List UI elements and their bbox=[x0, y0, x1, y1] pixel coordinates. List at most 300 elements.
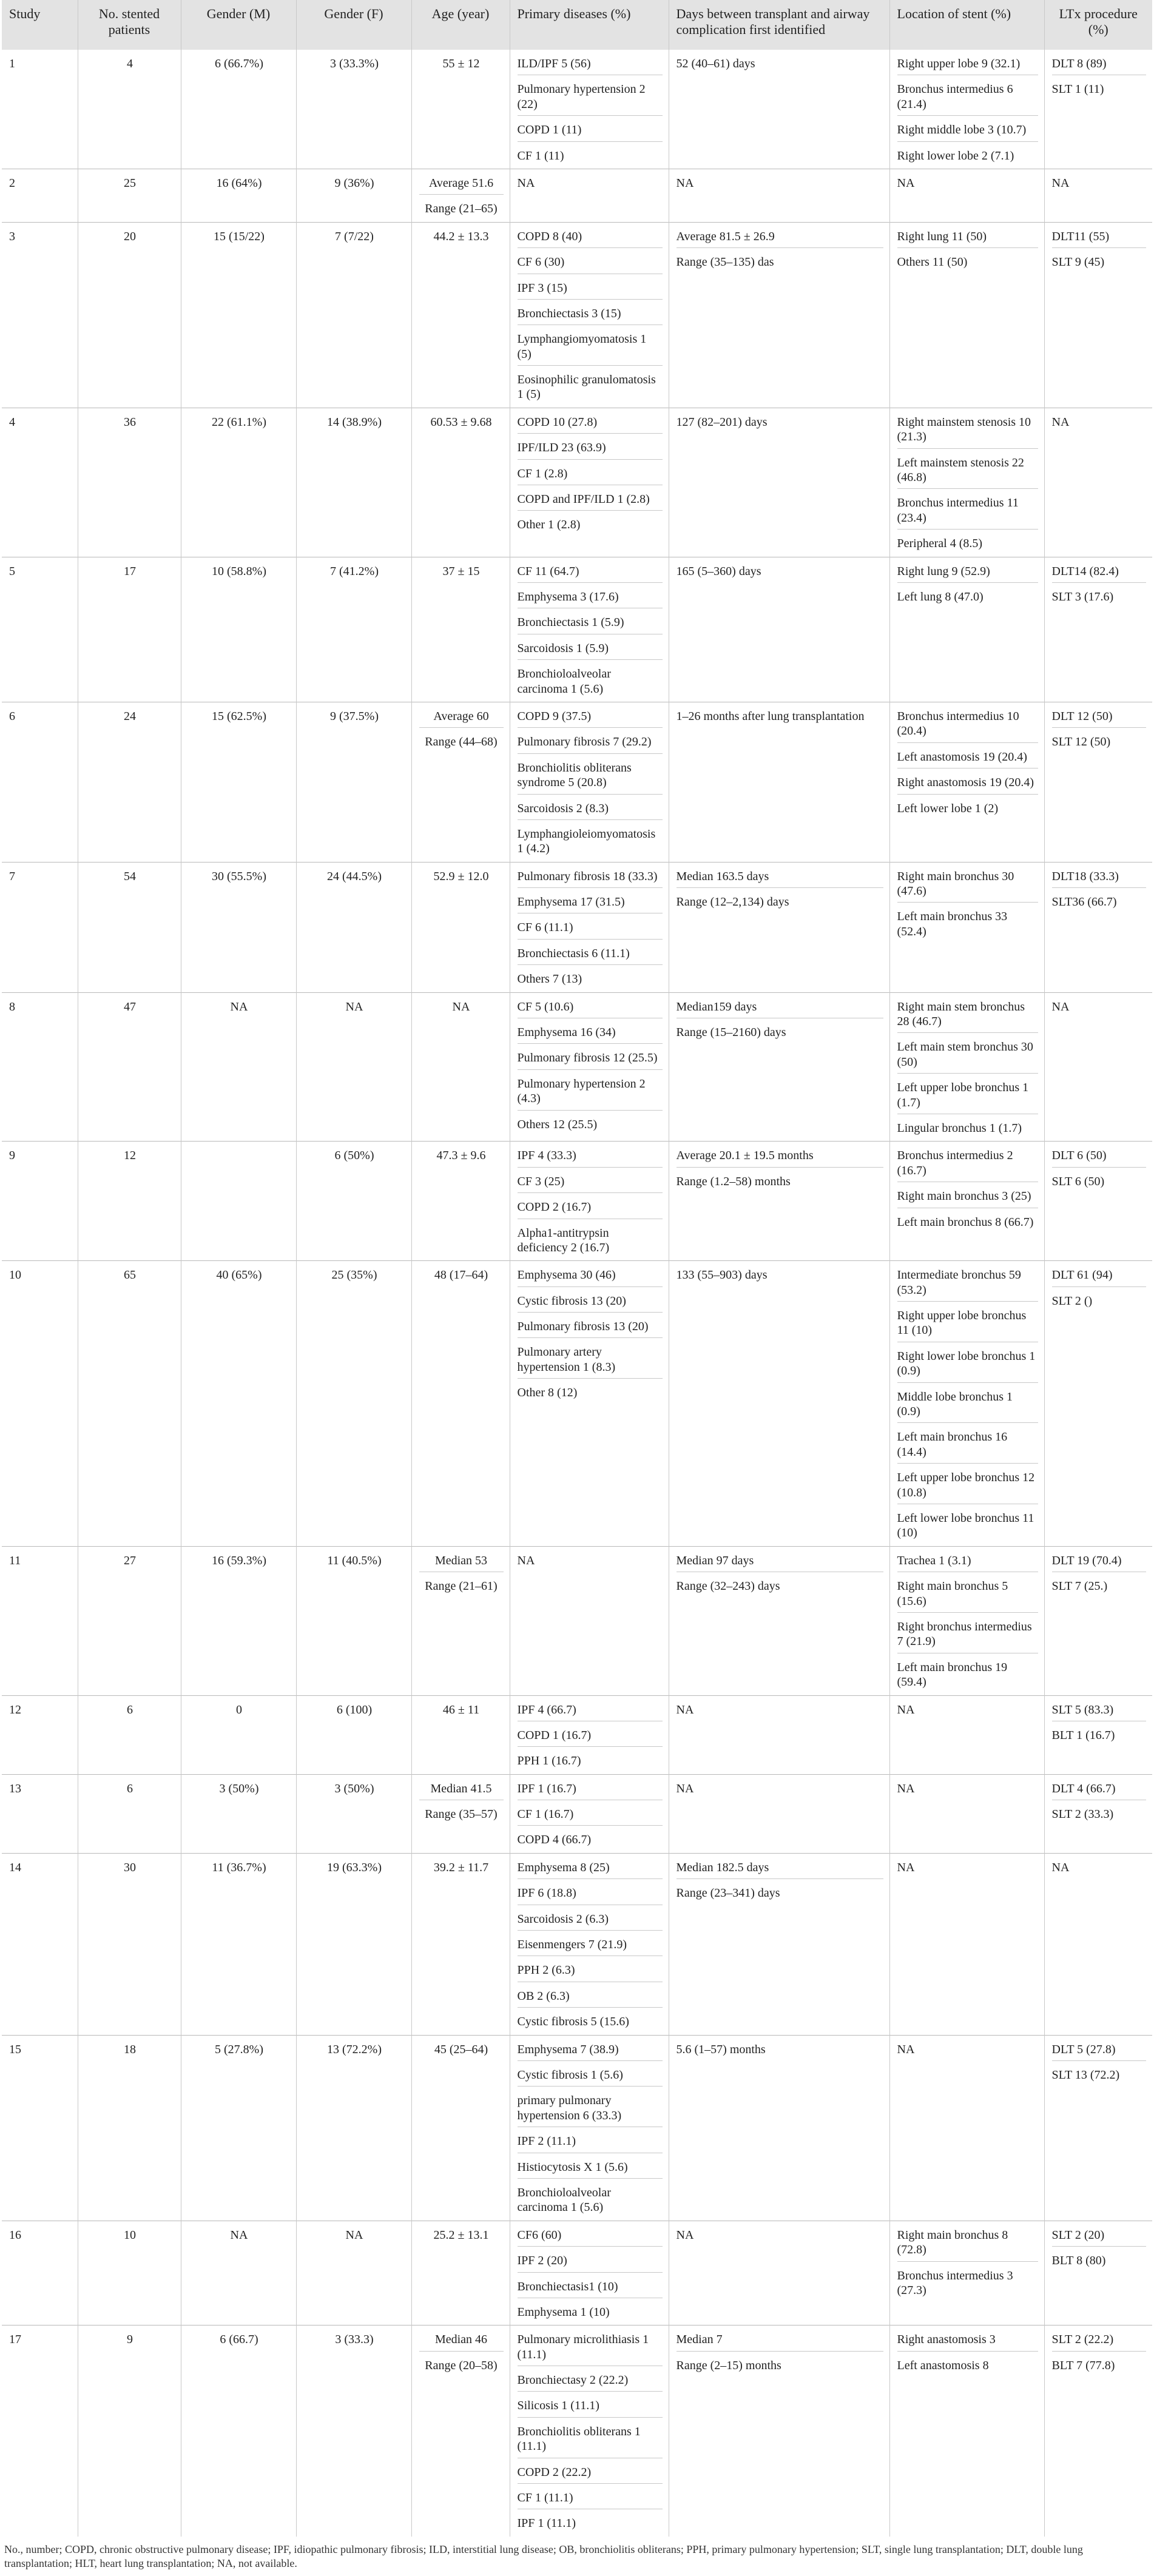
disease-entry: Pulmonary hypertension 2 (4.3) bbox=[518, 1077, 663, 1111]
days-entry: Range (32–243) days bbox=[676, 1579, 780, 1593]
ltx-entry: SLT 2 () bbox=[1051, 1294, 1093, 1308]
disease-entry: Sarcoidosis 2 (8.3) bbox=[518, 801, 663, 820]
cell-gender-male: 15 (15/22) bbox=[181, 222, 296, 408]
ltx-entry: SLT 2 (22.2) bbox=[1052, 2332, 1147, 2351]
cell-ltx-procedure bbox=[1044, 1774, 1152, 1853]
disease-entry: Bronchiolitis obliterans 1 (11.1) bbox=[518, 2424, 663, 2458]
cell-age-list bbox=[419, 709, 504, 750]
location-entry: Left main bronchus 8 (66.7) bbox=[897, 1215, 1034, 1229]
disease-entry: Sarcoidosis 1 (5.9) bbox=[518, 641, 663, 660]
disease-entry: IPF 4 (66.7) bbox=[518, 1703, 663, 1721]
cell-primary-diseases-list bbox=[518, 1781, 663, 1848]
disease-entry: Sarcoidosis 2 (6.3) bbox=[518, 1912, 663, 1931]
location-entry: Left main bronchus 33 (52.4) bbox=[897, 910, 1008, 938]
disease-entry: Other 8 (12) bbox=[517, 1386, 578, 1400]
cell-age bbox=[411, 50, 510, 169]
cell-stent-location bbox=[889, 2035, 1044, 2221]
cell-age-list bbox=[419, 176, 504, 217]
cell-stent-location-list bbox=[897, 869, 1038, 940]
cell-ltx-procedure-list bbox=[1052, 229, 1147, 270]
cell-gender-male: 22 (61.1%) bbox=[181, 408, 296, 557]
disease-entry: CF 3 (25) bbox=[518, 1174, 663, 1193]
location-entry: Left anastomosis 8 bbox=[897, 2358, 989, 2372]
location-entry: NA bbox=[897, 2042, 915, 2056]
ltx-entry: SLT 13 (72.2) bbox=[1051, 2068, 1120, 2082]
location-entry: NA bbox=[897, 176, 915, 190]
cell-ltx-procedure-list bbox=[1052, 2042, 1147, 2083]
cell-primary-diseases bbox=[510, 50, 669, 169]
days-entry: Median 7 bbox=[677, 2332, 883, 2351]
age-entry: Median 41.5 bbox=[419, 1781, 504, 1800]
cell-stented-patients: 18 bbox=[78, 2035, 181, 2221]
location-entry: Left upper lobe bronchus 12 (10.8) bbox=[897, 1470, 1038, 1504]
ltx-entry: SLT 3 (17.6) bbox=[1051, 590, 1114, 604]
cell-days-to-complication bbox=[669, 169, 889, 222]
table-row bbox=[2, 1853, 1152, 2035]
cell-days-to-complication bbox=[669, 1853, 889, 2035]
days-entry: 5.6 (1–57) months bbox=[676, 2042, 766, 2056]
location-entry: Left main bronchus 19 (59.4) bbox=[897, 1660, 1008, 1689]
cell-age-list bbox=[419, 2042, 504, 2057]
cell-study: 11 bbox=[2, 1546, 78, 1695]
cell-days-to-complication-list bbox=[677, 869, 883, 910]
disease-entry: Emphysema 1 (10) bbox=[517, 2305, 610, 2319]
cell-days-to-complication-list bbox=[677, 1148, 883, 1189]
cell-ltx-procedure-list bbox=[1052, 415, 1147, 429]
cell-primary-diseases bbox=[510, 2221, 669, 2325]
table-body bbox=[2, 50, 1152, 2537]
cell-gender-female: 11 (40.5%) bbox=[296, 1546, 411, 1695]
cell-gender-male: 10 (58.8%) bbox=[181, 557, 296, 702]
cell-stented-patients: 65 bbox=[78, 1261, 181, 1546]
age-entry: Range (20–58) bbox=[425, 2358, 498, 2372]
age-entry: 55 ± 12 bbox=[442, 57, 480, 70]
age-entry: Average 51.6 bbox=[419, 176, 504, 195]
cell-stent-location bbox=[889, 1142, 1044, 1261]
cell-stent-location-list bbox=[897, 1703, 1038, 1717]
cell-ltx-procedure bbox=[1044, 2035, 1152, 2221]
cell-gender-female: 14 (38.9%) bbox=[296, 408, 411, 557]
location-entry: Left upper lobe bronchus 1 (1.7) bbox=[897, 1080, 1038, 1114]
cell-days-to-complication-list bbox=[677, 1703, 883, 1717]
cell-gender-female: 3 (50%) bbox=[296, 1774, 411, 1853]
cell-ltx-procedure-list bbox=[1052, 2332, 1147, 2373]
location-entry: Bronchus intermedius 3 (27.3) bbox=[897, 2268, 1013, 2297]
cell-stent-location bbox=[889, 222, 1044, 408]
cell-days-to-complication-list bbox=[677, 2228, 883, 2242]
cell-gender-female: 6 (100) bbox=[296, 1695, 411, 1774]
cell-ltx-procedure-list bbox=[1052, 1000, 1147, 1014]
header-stented-patients: No. stented patients bbox=[78, 0, 181, 50]
ltx-entry: BLT 8 (80) bbox=[1051, 2254, 1106, 2268]
location-entry: Right main bronchus 30 (47.6) bbox=[897, 869, 1038, 903]
cell-stent-location-list bbox=[897, 229, 1038, 270]
disease-entry: COPD 8 (40) bbox=[518, 229, 663, 248]
ltx-entry: BLT 7 (77.8) bbox=[1051, 2358, 1115, 2372]
cell-study: 1 bbox=[9, 57, 15, 70]
ltx-entry: NA bbox=[1051, 1000, 1070, 1014]
cell-gender-male bbox=[181, 1142, 296, 1261]
disease-entry: IPF 2 (11.1) bbox=[518, 2134, 663, 2153]
cell-age bbox=[411, 1261, 510, 1546]
cell-stent-location-list bbox=[897, 1268, 1038, 1540]
cell-primary-diseases bbox=[510, 992, 669, 1142]
cell-age-list bbox=[419, 1703, 504, 1717]
cell-days-to-complication-list bbox=[677, 415, 883, 429]
cell-stent-location bbox=[889, 1261, 1044, 1546]
cell-days-to-complication-list bbox=[677, 709, 883, 724]
cell-age bbox=[411, 169, 510, 222]
cell-ltx-procedure bbox=[1044, 408, 1152, 557]
table-row bbox=[2, 169, 1152, 222]
cell-stented-patients: 10 bbox=[78, 2221, 181, 2325]
cell-primary-diseases-list bbox=[518, 709, 663, 856]
days-entry: 127 (82–201) days bbox=[676, 415, 768, 429]
cell-stent-location-list bbox=[897, 2332, 1038, 2373]
days-entry: Average 20.1 ± 19.5 months bbox=[677, 1148, 883, 1167]
days-entry: Range (15–2160) days bbox=[676, 1026, 786, 1040]
cell-ltx-procedure-list bbox=[1052, 176, 1147, 190]
age-entry: NA bbox=[452, 1000, 470, 1014]
cell-ltx-procedure bbox=[1044, 702, 1152, 862]
location-entry: Intermediate bronchus 59 (53.2) bbox=[897, 1268, 1038, 1302]
disease-entry: Bronchioloalveolar carcinoma 1 (5.6) bbox=[517, 667, 611, 696]
age-entry: Average 60 bbox=[419, 709, 504, 728]
stent-studies-table bbox=[2, 0, 1152, 2537]
age-entry: 44.2 ± 13.3 bbox=[433, 229, 489, 243]
cell-stented-patients: 47 bbox=[78, 992, 181, 1142]
cell-primary-diseases bbox=[510, 1695, 669, 1774]
ltx-entry: DLT 8 (89) bbox=[1052, 56, 1147, 75]
cell-gender-female: NA bbox=[296, 2221, 411, 2325]
cell-stent-location-list bbox=[897, 415, 1038, 551]
location-entry: Others 11 (50) bbox=[897, 255, 968, 269]
cell-gender-male: NA bbox=[181, 992, 296, 1142]
cell-gender-male: 6 (66.7) bbox=[181, 2325, 296, 2537]
cell-ltx-procedure bbox=[1044, 50, 1152, 169]
header-row bbox=[2, 0, 1152, 50]
disease-entry: Pulmonary fibrosis 7 (29.2) bbox=[518, 735, 663, 753]
disease-entry: COPD 2 (22.2) bbox=[518, 2465, 663, 2484]
disease-entry: Bronchiectasis 6 (11.1) bbox=[518, 946, 663, 965]
cell-stent-location-list bbox=[897, 176, 1038, 190]
disease-entry: Pulmonary microlithiasis 1 (11.1) bbox=[518, 2332, 663, 2366]
cell-stented-patients: 36 bbox=[78, 408, 181, 557]
days-entry: Median159 days bbox=[677, 1000, 883, 1018]
cell-age bbox=[411, 557, 510, 702]
cell-ltx-procedure-list bbox=[1052, 709, 1147, 750]
disease-entry: Cystic fibrosis 1 (5.6) bbox=[518, 2068, 663, 2087]
cell-stent-location bbox=[889, 408, 1044, 557]
cell-ltx-procedure bbox=[1044, 1142, 1152, 1261]
age-entry: Median 53 bbox=[419, 1553, 504, 1572]
cell-ltx-procedure-list bbox=[1052, 1860, 1147, 1875]
cell-gender-female: 25 (35%) bbox=[296, 1261, 411, 1546]
cell-gender-male: 11 (36.7%) bbox=[181, 1853, 296, 2035]
disease-entry: CF 1 (16.7) bbox=[518, 1807, 663, 1826]
cell-age-list bbox=[419, 564, 504, 579]
cell-study: 6 bbox=[2, 702, 78, 862]
cell-stented-patients: 54 bbox=[78, 862, 181, 992]
location-entry: Peripheral 4 (8.5) bbox=[897, 537, 983, 551]
location-entry: Right main bronchus 5 (15.6) bbox=[897, 1579, 1038, 1613]
cell-age-list bbox=[419, 56, 504, 71]
cell-age bbox=[411, 702, 510, 862]
location-entry: Middle lobe bronchus 1 (0.9) bbox=[897, 1390, 1038, 1424]
disease-entry: ILD/IPF 5 (56) bbox=[518, 56, 663, 75]
cell-stent-location-list bbox=[897, 2042, 1038, 2057]
cell-age-list bbox=[419, 2332, 504, 2373]
ltx-entry: DLT 12 (50) bbox=[1052, 709, 1147, 728]
location-entry: Right upper lobe bronchus 11 (10) bbox=[897, 1308, 1038, 1342]
cell-primary-diseases-list bbox=[518, 2042, 663, 2215]
disease-entry: CF 6 (11.1) bbox=[518, 920, 663, 939]
cell-primary-diseases bbox=[510, 169, 669, 222]
cell-gender-female: 6 (50%) bbox=[296, 1142, 411, 1261]
cell-age bbox=[411, 2325, 510, 2537]
age-entry: 45 (25–64) bbox=[434, 2042, 488, 2056]
cell-stent-location-list bbox=[897, 564, 1038, 605]
cell-age bbox=[411, 992, 510, 1142]
cell-study: 14 bbox=[2, 1853, 78, 2035]
cell-stent-location bbox=[889, 557, 1044, 702]
days-entry: NA bbox=[676, 176, 694, 190]
cell-ltx-procedure bbox=[1044, 1853, 1152, 2035]
cell-stented-patients: 9 bbox=[78, 2325, 181, 2537]
cell-stent-location-list bbox=[897, 1860, 1038, 1875]
cell-stent-location bbox=[889, 1774, 1044, 1853]
age-entry: 37 ± 15 bbox=[442, 564, 480, 578]
cell-primary-diseases-list bbox=[518, 1268, 663, 1400]
disease-entry: COPD 4 (66.7) bbox=[517, 1833, 592, 1847]
cell-gender-male: NA bbox=[181, 2221, 296, 2325]
cell-days-to-complication bbox=[669, 992, 889, 1142]
cell-study: 16 bbox=[2, 2221, 78, 2325]
disease-entry: COPD 9 (37.5) bbox=[518, 709, 663, 728]
ltx-entry: SLT 7 (25.) bbox=[1051, 1579, 1108, 1593]
cell-primary-diseases-list bbox=[518, 56, 663, 163]
cell-primary-diseases bbox=[510, 2035, 669, 2221]
age-entry: 47.3 ± 9.6 bbox=[436, 1149, 486, 1163]
cell-study: 3 bbox=[2, 222, 78, 408]
table-row bbox=[2, 2325, 1152, 2537]
table-row bbox=[2, 557, 1152, 702]
cell-primary-diseases bbox=[510, 1142, 669, 1261]
disease-entry: Pulmonary hypertension 2 (22) bbox=[518, 82, 663, 116]
cell-stent-location-list bbox=[897, 1000, 1038, 1136]
disease-entry: PPH 2 (6.3) bbox=[518, 1963, 663, 1982]
cell-days-to-complication-list bbox=[677, 56, 883, 71]
disease-entry: Bronchiectasis1 (10) bbox=[518, 2279, 663, 2298]
cell-age-list bbox=[419, 1148, 504, 1163]
ltx-entry: SLT36 (66.7) bbox=[1051, 895, 1117, 909]
table-row bbox=[2, 702, 1152, 862]
days-entry: Range (2–15) months bbox=[676, 2358, 781, 2372]
ltx-entry: SLT 6 (50) bbox=[1051, 1174, 1105, 1188]
cell-stent-location-list bbox=[897, 709, 1038, 816]
location-entry: Right middle lobe 3 (10.7) bbox=[897, 123, 1038, 141]
cell-ltx-procedure-list bbox=[1052, 1268, 1147, 1308]
days-entry: 52 (40–61) days bbox=[676, 57, 755, 70]
cell-days-to-complication bbox=[669, 702, 889, 862]
cell-stented-patients: 30 bbox=[78, 1853, 181, 2035]
location-entry: Left mainstem stenosis 22 (46.8) bbox=[897, 456, 1038, 489]
cell-age bbox=[411, 2035, 510, 2221]
cell-days-to-complication-list bbox=[677, 1860, 883, 1901]
disease-entry: Cystic fibrosis 13 (20) bbox=[518, 1294, 663, 1313]
cell-age-list bbox=[419, 415, 504, 429]
cell-gender-male: 0 bbox=[181, 1695, 296, 1774]
cell-days-to-complication-list bbox=[677, 564, 883, 579]
cell-study: 17 bbox=[2, 2325, 78, 2537]
age-entry: 39.2 ± 11.7 bbox=[433, 1860, 489, 1874]
cell-primary-diseases-list bbox=[518, 2228, 663, 2320]
cell-study: 10 bbox=[2, 1261, 78, 1546]
disease-entry: CF 5 (10.6) bbox=[518, 1000, 663, 1018]
cell-primary-diseases bbox=[510, 408, 669, 557]
cell-days-to-complication bbox=[669, 1695, 889, 1774]
location-entry: Left lower lobe 1 (2) bbox=[897, 801, 999, 815]
disease-entry: IPF 3 (15) bbox=[518, 281, 663, 300]
disease-entry: Emphysema 16 (34) bbox=[518, 1025, 663, 1044]
cell-ltx-procedure-list bbox=[1052, 1148, 1147, 1189]
disease-entry: PPH 1 (16.7) bbox=[517, 1754, 581, 1768]
table-row bbox=[2, 1774, 1152, 1853]
ltx-entry: DLT 19 (70.4) bbox=[1052, 1553, 1147, 1572]
ltx-entry: DLT11 (55) bbox=[1052, 229, 1147, 248]
header-days-to-complication: Days between transplant and airway complication first identified bbox=[669, 0, 889, 50]
cell-age bbox=[411, 408, 510, 557]
cell-study: 2 bbox=[2, 169, 78, 222]
disease-entry: Alpha1-antitrypsin deficiency 2 (16.7) bbox=[517, 1226, 610, 1254]
location-entry: Right anastomosis 3 bbox=[897, 2332, 1038, 2351]
cell-gender-female: NA bbox=[296, 992, 411, 1142]
cell-primary-diseases-list bbox=[518, 1000, 663, 1132]
disease-entry: IPF 1 (11.1) bbox=[517, 2517, 576, 2531]
cell-ltx-procedure bbox=[1044, 2325, 1152, 2537]
cell-days-to-complication bbox=[669, 2325, 889, 2537]
header-gender-male: Gender (M) bbox=[181, 0, 296, 50]
disease-entry: Emphysema 8 (25) bbox=[518, 1860, 663, 1879]
cell-primary-diseases bbox=[510, 1774, 669, 1853]
cell-study: 15 bbox=[2, 2035, 78, 2221]
location-entry: NA bbox=[897, 1781, 915, 1795]
cell-gender-female: 9 (37.5%) bbox=[296, 702, 411, 862]
cell-stent-location bbox=[889, 1546, 1044, 1695]
ltx-entry: DLT 61 (94) bbox=[1052, 1268, 1147, 1286]
days-entry: Median 182.5 days bbox=[677, 1860, 883, 1879]
location-entry: Right main stem bronchus 28 (46.7) bbox=[897, 1000, 1038, 1034]
cell-gender-male: 16 (64%) bbox=[181, 169, 296, 222]
disease-entry: Pulmonary fibrosis 18 (33.3) bbox=[518, 869, 663, 888]
cell-primary-diseases-list bbox=[518, 176, 663, 190]
cell-days-to-complication bbox=[669, 557, 889, 702]
cell-stent-location-list bbox=[897, 1148, 1038, 1229]
ltx-entry: SLT 1 (11) bbox=[1051, 82, 1104, 96]
cell-days-to-complication bbox=[669, 1774, 889, 1853]
cell-ltx-procedure bbox=[1044, 222, 1152, 408]
days-entry: Range (23–341) days bbox=[676, 1886, 780, 1900]
cell-primary-diseases bbox=[510, 702, 669, 862]
disease-entry: Bronchioloalveolar carcinoma 1 (5.6) bbox=[517, 2185, 611, 2214]
cell-ltx-procedure bbox=[1044, 992, 1152, 1142]
disease-entry: COPD 10 (27.8) bbox=[518, 415, 663, 434]
cell-age bbox=[411, 2221, 510, 2325]
disease-entry: NA bbox=[517, 176, 535, 190]
cell-age-list bbox=[419, 1553, 504, 1594]
cell-ltx-procedure-list bbox=[1052, 564, 1147, 605]
disease-entry: IPF 6 (18.8) bbox=[518, 1886, 663, 1905]
cell-study: 5 bbox=[2, 557, 78, 702]
table-row bbox=[2, 992, 1152, 1142]
disease-entry: CF 6 (30) bbox=[518, 255, 663, 274]
disease-entry: Emphysema 30 (46) bbox=[518, 1268, 663, 1286]
location-entry: NA bbox=[897, 1703, 915, 1717]
cell-age bbox=[411, 1142, 510, 1261]
cell-primary-diseases-list bbox=[518, 869, 663, 987]
disease-entry: CF6 (60) bbox=[518, 2228, 663, 2247]
location-entry: Bronchus intermedius 11 (23.4) bbox=[897, 496, 1038, 530]
cell-primary-diseases bbox=[510, 862, 669, 992]
location-entry: Left anastomosis 19 (20.4) bbox=[897, 750, 1038, 768]
cell-stented-patients: 24 bbox=[78, 702, 181, 862]
cell-study: 8 bbox=[2, 992, 78, 1142]
cell-primary-diseases-list bbox=[518, 1148, 663, 1255]
cell-study: 4 bbox=[2, 408, 78, 557]
cell-ltx-procedure bbox=[1044, 1695, 1152, 1774]
cell-stent-location-list bbox=[897, 1781, 1038, 1796]
age-entry: Range (21–61) bbox=[425, 1579, 498, 1593]
cell-gender-female: 19 (63.3%) bbox=[296, 1853, 411, 2035]
cell-age bbox=[411, 1853, 510, 2035]
disease-entry: Bronchiectasis 3 (15) bbox=[518, 306, 663, 325]
cell-stented-patients: 17 bbox=[78, 557, 181, 702]
cell-gender-male: 5 (27.8%) bbox=[181, 2035, 296, 2221]
days-entry: Range (1.2–58) months bbox=[676, 1174, 791, 1188]
location-entry: Right mainstem stenosis 10 (21.3) bbox=[897, 415, 1038, 449]
cell-primary-diseases-list bbox=[518, 1860, 663, 2030]
table-row bbox=[2, 408, 1152, 557]
table-row bbox=[2, 1695, 1152, 1774]
cell-ltx-procedure bbox=[1044, 169, 1152, 222]
cell-study: 9 bbox=[2, 1142, 78, 1261]
cell-days-to-complication-list bbox=[677, 1268, 883, 1282]
table-row bbox=[2, 50, 1152, 169]
cell-stent-location bbox=[889, 1695, 1044, 1774]
location-entry: Right lung 11 (50) bbox=[897, 229, 1038, 248]
ltx-entry: DLT14 (82.4) bbox=[1052, 564, 1147, 583]
disease-entry: Bronchiectasis 1 (5.9) bbox=[518, 615, 663, 634]
days-entry: NA bbox=[676, 1781, 694, 1795]
disease-entry: IPF/ILD 23 (63.9) bbox=[518, 440, 663, 459]
cell-age bbox=[411, 1774, 510, 1853]
table-row bbox=[2, 222, 1152, 408]
cell-ltx-procedure-list bbox=[1052, 1703, 1147, 1743]
cell-primary-diseases-list bbox=[518, 1553, 663, 1568]
disease-entry: Lymphangiomyomatosis 1 (5) bbox=[518, 332, 663, 366]
disease-entry: Emphysema 7 (38.9) bbox=[518, 2042, 663, 2061]
location-entry: Left main bronchus 16 (14.4) bbox=[897, 1430, 1038, 1464]
ltx-entry: NA bbox=[1051, 415, 1070, 429]
location-entry: Trachea 1 (3.1) bbox=[897, 1553, 1038, 1572]
location-entry: Left lung 8 (47.0) bbox=[897, 590, 984, 604]
cell-days-to-complication bbox=[669, 1142, 889, 1261]
table-footnote: No., number; COPD, chronic obstructive pulmonary disease; IPF, idiopathic pulmonary fibrosis; ILD, interstitial lung disease; OB, bronchiolitis obliterans; PPH, primary pulmonary hypertension; SLT, single lung transplantation; DLT, double lung transplantation; HLT, heart lung transplantation; NA, not available. bbox=[4, 2543, 1083, 2569]
cell-age-list bbox=[419, 1268, 504, 1282]
cell-days-to-complication-list bbox=[677, 1000, 883, 1040]
table-row bbox=[2, 1261, 1152, 1546]
disease-entry: COPD 1 (16.7) bbox=[518, 1728, 663, 1747]
